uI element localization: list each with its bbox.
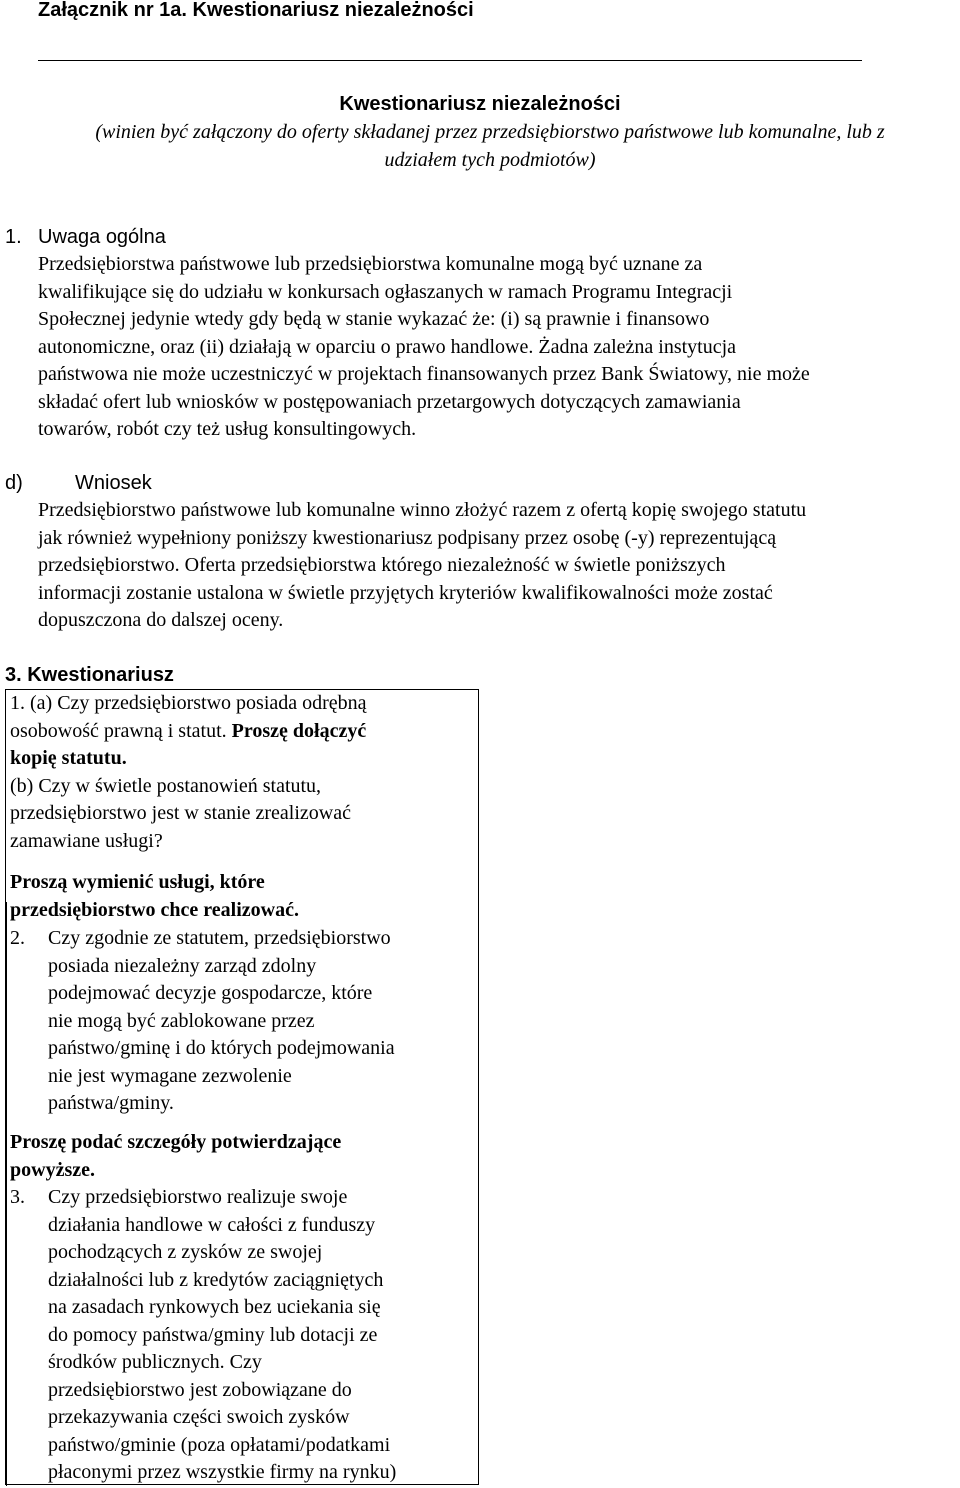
- question-text: osobowość prawną i statut.: [10, 719, 232, 742]
- question-1-instruction: [10, 869, 299, 924]
- question-line: państwa/gminy.: [48, 1092, 174, 1114]
- question-line: [10, 718, 367, 746]
- question-line: pochodzących z zysków ze swojej: [48, 1241, 323, 1263]
- question-2-instruction: [10, 1129, 341, 1184]
- question-line: przedsiębiorstwo jest w stanie zrealizować: [10, 802, 351, 824]
- section-d-number: d): [5, 472, 23, 494]
- paragraph-line: Społecznej jedynie wtedy gdy będą w stanie wykazać że: (i) są prawnie i finansowo: [38, 308, 710, 330]
- section-d-title: Wniosek: [75, 472, 152, 494]
- question-1: [10, 690, 367, 855]
- paragraph-line: przedsiębiorstwo. Oferta przedsiębiorstwa którego niezależność w świetle poniższych: [38, 554, 726, 576]
- table-column-divider: [6, 902, 7, 1486]
- question-3: [10, 1184, 396, 1487]
- question-instruction: Proszą wymienić usługi, które: [10, 871, 265, 893]
- section-d-heading: [5, 470, 152, 498]
- section3-heading: 3. Kwestionariusz: [5, 664, 174, 686]
- question-line: działania handlowe w całości z funduszy: [48, 1213, 376, 1236]
- paragraph-line: składać ofert lub wniosków w postępowaniach przetargowych dotyczących zamawiania: [38, 390, 741, 413]
- paragraph-line: towarów, robót czy też usług konsultingowych.: [38, 418, 417, 440]
- section1-title: Uwaga ogólna: [38, 226, 166, 248]
- section1-heading: [5, 224, 166, 252]
- section-d-body: [38, 497, 960, 635]
- subtitle-line: udziałem tych podmiotów): [384, 148, 596, 171]
- question-line: nie mogą być zablokowane przez: [48, 1009, 315, 1032]
- question-line: [10, 925, 395, 953]
- header-rule: [38, 60, 862, 61]
- question-instruction: Proszę dołączyć: [231, 719, 367, 742]
- question-line: (b) Czy w świetle postanowień statutu,: [10, 774, 322, 797]
- question-instruction: przedsiębiorstwo chce realizować.: [10, 898, 299, 921]
- paragraph-line: Przedsiębiorstwa państwowe lub przedsiębiorstwa komunalne mogą być uznane za: [38, 253, 703, 275]
- section1-body: [38, 251, 960, 444]
- question-line: przedsiębiorstwo jest zobowiązane do: [48, 1378, 352, 1401]
- paragraph-line: państwowa nie może uczestniczyć w projektach finansowanych przez Bank Światowy, nie może: [38, 363, 810, 385]
- document-subtitle: [20, 119, 960, 174]
- paragraph-line: autonomiczne, oraz (ii) działają w oparciu o prawo handlowe. Żadna zależna instytucja: [38, 335, 737, 358]
- question-line: przekazywania części swoich zysków: [48, 1406, 350, 1428]
- paragraph-line: Przedsiębiorstwo państwowe lub komunalne winno złożyć razem z ofertą kopię swojego statutu: [38, 499, 807, 521]
- question-number: 3.: [10, 1186, 25, 1208]
- paragraph-line: kwalifikujące się do udziału w konkursach ogłaszanych w ramach Programu Integracji: [38, 280, 733, 303]
- section1-number: 1.: [5, 226, 22, 248]
- question-line: podejmować decyzje gospodarcze, które: [48, 982, 373, 1004]
- question-line: państwo/gminie (poza opłatami/podatkami: [48, 1433, 391, 1456]
- question-line: zamawiane usługi?: [10, 829, 163, 852]
- paragraph-line: dopuszczona do dalszej oceny.: [38, 609, 284, 631]
- subtitle-line: (winien być załączony do oferty składanej przez przedsiębiorstwo państwowe lub komunalne, lub z: [95, 121, 885, 143]
- annex-title: Załącznik nr 1a. Kwestionariusz niezależności: [38, 0, 474, 21]
- document-title: Kwestionariusz niezależności: [339, 93, 621, 115]
- question-instruction: Proszę podać szczegóły potwierdzające: [10, 1131, 342, 1153]
- question-line: działalności lub z kredytów zaciągniętych: [48, 1268, 384, 1291]
- question-line: posiada niezależny zarząd zdolny: [48, 954, 317, 977]
- question-line: 1. (a) Czy przedsiębiorstwo posiada odrębną: [10, 692, 367, 714]
- question-line: państwo/gminę i do których podejmowania: [48, 1037, 395, 1059]
- question-text: Czy zgodnie ze statutem, przedsiębiorstwo: [48, 927, 391, 949]
- question-line: na zasadach rynkowych bez uciekania się: [48, 1296, 381, 1318]
- question-line: do pomocy państwa/gminy lub dotacji ze: [48, 1323, 378, 1346]
- question-line: środków publicznych. Czy: [48, 1351, 262, 1373]
- question-2: [10, 925, 395, 1118]
- question-number: 2.: [10, 927, 25, 949]
- question-instruction: powyższe.: [10, 1158, 95, 1181]
- paragraph-line: informacji zostanie ustalona w świetle przyjętych kryteriów kwalifikowalności może zostać: [38, 581, 773, 604]
- question-line: płaconymi przez wszystkie firmy na rynku): [48, 1461, 397, 1483]
- paragraph-line: jak również wypełniony poniższy kwestionariusz podpisany przez osobę (-y) reprezentującą: [38, 526, 777, 549]
- question-line: nie jest wymagane zezwolenie: [48, 1064, 292, 1087]
- question-line: [10, 1184, 396, 1212]
- question-text: Czy przedsiębiorstwo realizuje swoje: [48, 1186, 348, 1208]
- question-instruction: kopię statutu.: [10, 747, 127, 769]
